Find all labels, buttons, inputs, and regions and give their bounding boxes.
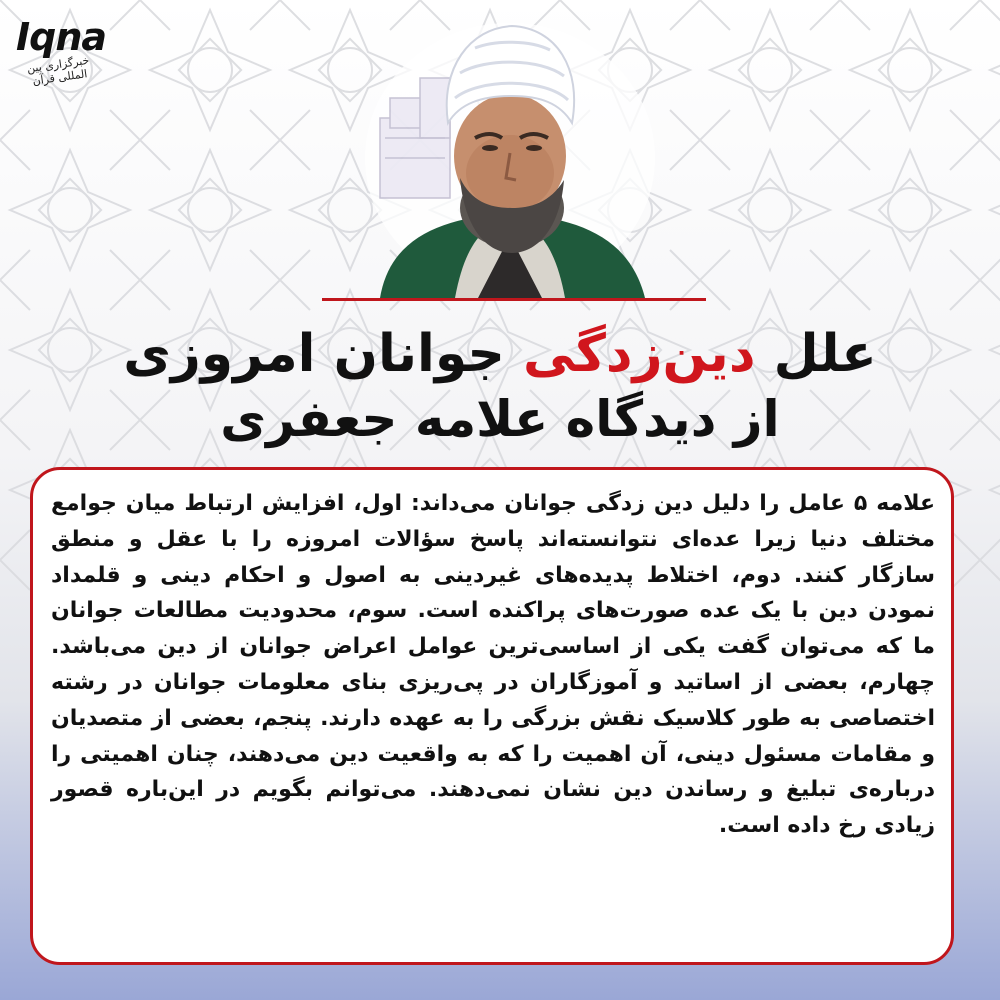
quote-card bbox=[30, 467, 954, 965]
subheadline: از دیدگاه علامه جعفری bbox=[220, 390, 780, 448]
headline bbox=[0, 322, 1000, 386]
title-divider bbox=[322, 298, 706, 301]
iqna-logo bbox=[16, 15, 107, 88]
logo-mark: Iqna bbox=[16, 15, 107, 59]
headline-prefix: علل bbox=[773, 324, 877, 384]
quote-text: علامه ۵ عامل را دلیل دین زدگی جوانان می‌داند: اول، افزایش ارتباط میان جوامع مختلف دنیا زیرا عده‌ای نتوانسته‌اند پاسخ سؤالات امروزه را با عقل و منطق سازگار کنند. دوم، اختلاط پدیده‌های غیردینی به اصول و احکام دینی و قلمداد نمودن دین با یک عده صورت‌های پراکنده است. سوم، محدودیت مطالعات جوانان ما که می‌توان گفت یکی از اساسی‌ترین عوامل اعراض جوانان از دین می‌باشد. چهارم، بعضی از اساتید و آموزگاران در پی‌ریزی بنای معلومات جوانان در رشته اختصاصی به طور کلاسیک نقش بزرگی را به عهده دارند. پنجم، بعضی از متصدیان و مقامات مسئول دینی، آن اهمیت را که به واقعیت دین می‌دهند، چنان اهمیتی را درباره‌ی تبلیغ و رساندن دین نشان نمی‌دهند. می‌توانم بگویم در این‌باره قصور زیادی رخ داده است. bbox=[51, 491, 935, 839]
headline-highlight: دین‌زدگی bbox=[523, 324, 756, 384]
headline-suffix: جوانان امروزی bbox=[123, 324, 505, 384]
logo-tagline: خبرگزاری بین المللی قرآن bbox=[26, 53, 91, 88]
portrait-illustration bbox=[360, 8, 660, 298]
